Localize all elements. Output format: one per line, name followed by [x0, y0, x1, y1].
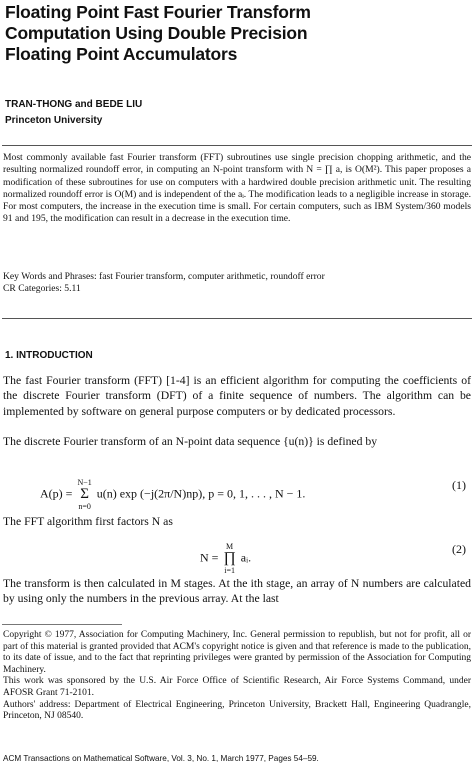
equation-number: (1): [452, 478, 466, 492]
copyright-note: Copyright © 1977, Association for Computing Machinery, Inc. General permission to republish, but not for profit, all or part of this material is granted provided that ACM's copyright notice is given and that reference is made to the publication, to its date of issue, and to the fact that reprinting privileges were granted by permission of the Association for Computing Machinery.: [3, 630, 471, 675]
equation-number: (2): [452, 542, 466, 556]
eq1-rhs: u(n) exp (−j(2π/N)np), p = 0, 1, . . . , N − 1.: [96, 486, 306, 501]
keywords-block: [3, 271, 471, 296]
address-note: Authors' address: Department of Electrical Engineering, Princeton University, Brackett Hall, Engineering Quadrangle, Princeton, NJ 08540.: [3, 699, 471, 722]
abstract: Most commonly available fast Fourier transform (FFT) subroutines use single precision chopping arithmetic, and the resulting normalized roundoff error, in computing an N-point transform with N = ∏ a, is O(M²). This paper proposes a modification of these subroutines for use on computers with a hardwired double precision arithmetic unit. The resulting normalized roundoff error is O(M) and is independent of the aᵢ. The modification leads to a negligible increase in storage. For most computers, the increase in the execution time is small. For certain computers, such as IBM System/360 models 91 and 195, the modification can result in a decrease in the execution time.: [3, 152, 471, 225]
footnote-rule: [2, 624, 122, 625]
eq2-lhs: N =: [200, 550, 219, 565]
paragraph: The discrete Fourier transform of an N-point data sequence {u(n)} is defined by: [3, 435, 378, 448]
affiliation: Princeton University: [5, 115, 103, 126]
equation-2: [0, 538, 474, 575]
authors: TRAN-THONG and BEDE LIU: [5, 99, 143, 110]
eq1-lhs: A(p) =: [40, 486, 73, 501]
divider: [2, 145, 472, 146]
paragraph: The transform is then calculated in M stages. At the ith stage, an array of N numbers are calculated by using only the numbers in the previous array. At the last: [3, 577, 471, 606]
product-operator: M ∏ i=1: [223, 542, 236, 575]
cr-categories: CR Categories: 5.11: [3, 283, 81, 295]
sum-operator: N−1 Σ n=0: [77, 478, 92, 511]
footnotes: [3, 630, 471, 723]
title-line: Computation Using Double Precision: [5, 23, 308, 43]
sponsor-note: This work was sponsored by the U.S. Air Force Office of Scientific Research, Air Force Systems Command, under AFOSR Grant 71-2101.: [3, 676, 471, 698]
eq2-rhs: aᵢ.: [240, 550, 252, 565]
section-heading: 1. INTRODUCTION: [5, 350, 93, 361]
paragraph: The fast Fourier transform (FFT) [1-4] is an efficient algorithm for computing the coefficients of the discrete Fourier transform (DFT) of a finite sequence of numbers. The algorithm can be implemented by software on general purpose computers or by dedicated processors.: [3, 374, 471, 418]
paragraph: The FFT algorithm first factors N as: [3, 515, 173, 528]
prod-lower: i=1: [224, 566, 235, 575]
keywords: Key Words and Phrases: fast Fourier transform, computer arithmetic, roundoff error: [3, 271, 325, 282]
prod-upper: M: [226, 542, 234, 551]
journal-citation: ACM Transactions on Mathematical Software, Vol. 3, No. 1, March 1977, Pages 54–59.: [3, 754, 319, 763]
title-line: Floating Point Fast Fourier Transform: [5, 2, 311, 22]
title-line: Floating Point Accumulators: [5, 44, 238, 64]
paper-title: [5, 2, 470, 65]
equation-1: [0, 474, 474, 511]
divider: [2, 318, 472, 319]
sum-upper: N−1: [77, 478, 92, 487]
sum-lower: n=0: [78, 502, 91, 511]
